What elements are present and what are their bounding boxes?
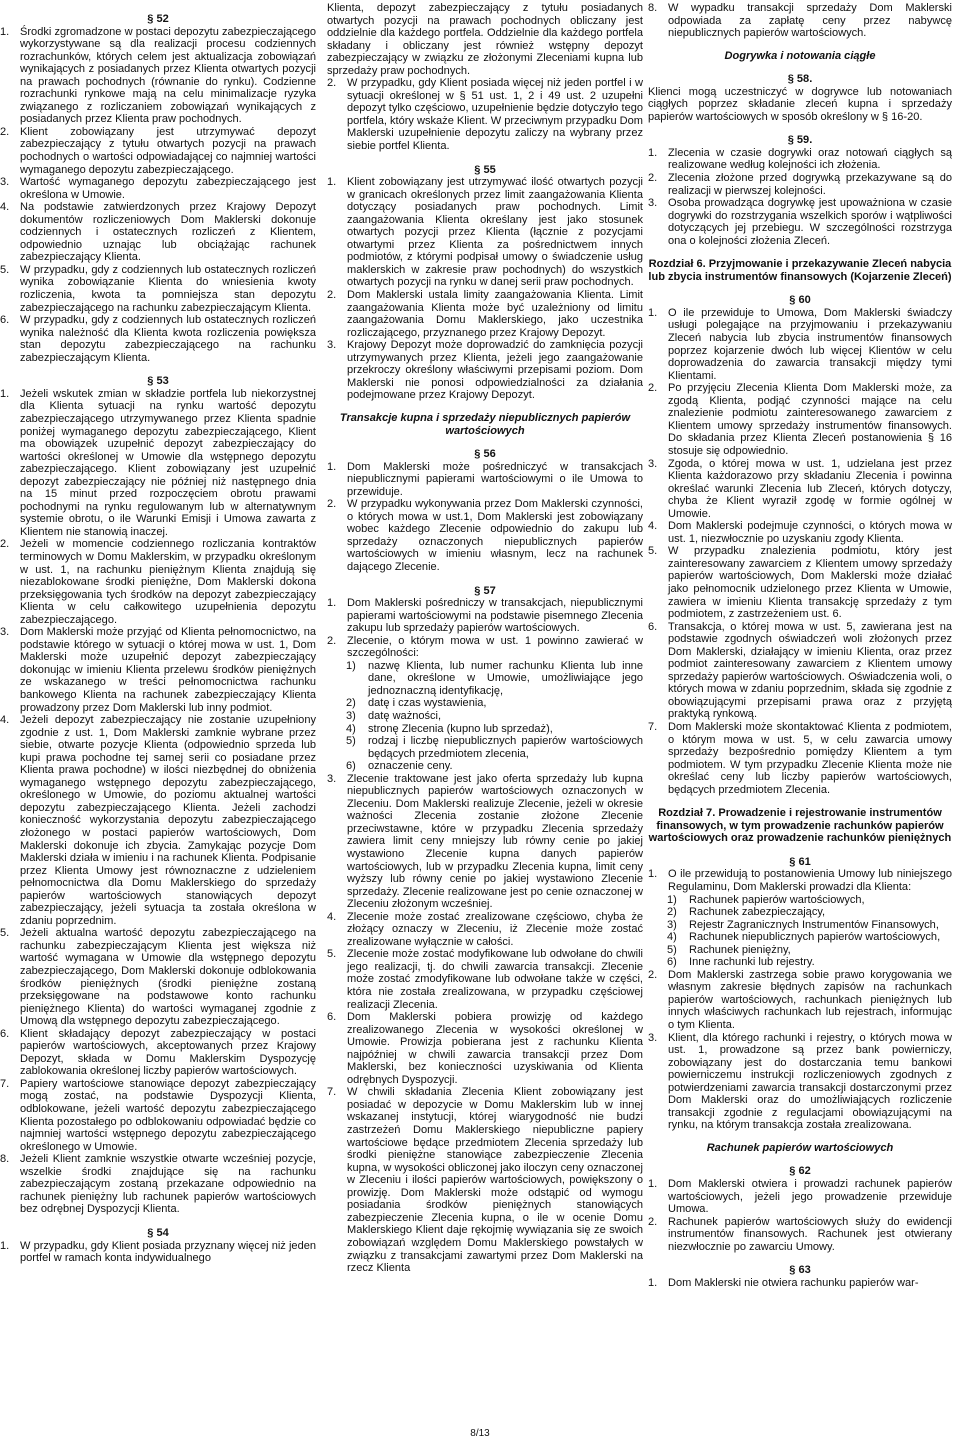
numbered-paragraph	[327, 1011, 643, 1086]
numbered-paragraph	[0, 176, 316, 201]
numbered-paragraph	[327, 176, 643, 289]
numbered-paragraph	[0, 538, 316, 626]
item-text: Jeżeli depozyt zabezpieczający nie zostanie uzupełniony zgodnie z ust. 1, Dom Maklerski zamknie wybrane przez siebie, otwarte pozycje Klienta (odpowiednio sprzeda lub kupi prawa pochodne tej samej serii co posiadane przez Klienta prawa pochodne) w ilości niezbędnej do obniżenia wymaganego wstępnego depozytu zabezpieczającego, określonego w Umowie, do poziomu aktualnej wartości depozytu zabezpieczającego Klienta. Jeżeli zachodzi konieczność wykorzystania depozytu zabezpieczającego złożonego w postaci papierów wartościowych, Dom Maklerski dokonuje ich zbycia. Zamykając pozycje Dom Maklerski działa w imieniu i na rachunek Klienta. Podpisanie przez Klienta Umowy jest równoznaczne z udzieleniem pełnomocnictwa dla Domu Maklerskiego do sprzedaży papierów wartościowych stanowiących depozyt zabezpieczający, jeżeli sytuacja ta została określona w zdaniu poprzednim.	[20, 714, 316, 927]
numbered-paragraph	[0, 126, 316, 176]
item-number: 3.	[648, 457, 658, 470]
item-text: Rachunek niepublicznych papierów wartościowych,	[689, 931, 941, 944]
chapter-heading: Rozdział 7. Prowadzenie i rejestrowanie instrumentów finansowych, w tym prowadzenie rachunków papierów wartościowych oraz prowadzenie rachunków pieniężnych	[648, 807, 952, 845]
numbered-paragraph	[0, 1028, 316, 1078]
item-text: oznaczenie ceny.	[368, 760, 453, 773]
item-number: 2.	[648, 1215, 658, 1228]
section-heading: § 57	[474, 584, 496, 597]
list-subitem	[648, 956, 952, 969]
item-number: 4)	[346, 722, 356, 735]
item-text: Rachunek zabezpieczający,	[689, 906, 826, 919]
item-text: Środki zgromadzone w postaci depozytu zabezpieczającego wykorzystywane są dla realizacji procesu codziennych rozrachunków, których celem jest aktualizacja zobowiązań wynikających z posiadanych przez Klienta otwartych pozycji na prawach pochodnych (równanie do rynku). Codzienne rozrachunki rynkowe mają na celu minimalizacje ryzyka związanego z rozliczaniem zobowiązań wynikających z posiadanych przez Klienta praw pochodnych.	[20, 25, 316, 126]
item-number: 2.	[648, 968, 658, 981]
section-heading: § 52	[147, 13, 169, 25]
numbered-paragraph	[648, 520, 952, 545]
numbered-paragraph	[0, 264, 316, 314]
item-text: Dom Maklerski może pośredniczyć w transakcjach niepublicznymi papierami wartościowymi o ile Umowa to przewiduje.	[347, 460, 643, 498]
item-text: Papiery wartościowe stanowiące depozyt zabezpieczający mogą zostać, na podstawie Dyspozycji Klienta, odblokowane, jeżeli wartość depozytu zabezpieczającego Klienta pozostałego po odblokowaniu odpowiadać będzie co najmniej wartości wstępnego depozytu zabezpieczającego określonego w Umowie.	[20, 1077, 316, 1153]
item-text: W przypadku znalezienia podmiotu, który jest zainteresowany zawarciem z Klientem umowy sprzedaży papierów wartościowych, Dom Maklerski może działać jako pełnomocnik udzielonego przez Klienta w Umowie, zawiera w imieniu Klienta transakcję sprzedaży z tym podmiotem, z zastrzeżeniem ust. 6.	[668, 545, 952, 621]
numbered-paragraph	[648, 1216, 952, 1254]
item-text: Dom Maklerski może skontaktować Klienta z podmiotem, o którym mowa w ust. 5, w celu zawarcia umowy sprzedaży bezpośrednio pomiędzy Klientem a tym podmiotem. W tym przypadku Zlecenie Klienta może nie określać ceny lub liczby papierów wartościowych, będących przedmiotem Zlecenia.	[668, 720, 952, 796]
numbered-paragraph	[0, 201, 316, 264]
item-text: Zlecenia złożone przed dogrywką przekazywane są do realizacji w pierwszej kolejności.	[668, 172, 952, 197]
item-number: 4.	[0, 714, 10, 727]
item-number: 3)	[346, 709, 356, 722]
numbered-paragraph	[327, 911, 643, 949]
numbered-paragraph	[327, 597, 643, 635]
column-middle	[327, 2, 643, 1407]
section-heading: § 55	[474, 163, 496, 176]
numbered-paragraph	[327, 1086, 643, 1274]
item-text: Dom Maklerski nie otwiera rachunku papierów war-	[668, 1276, 919, 1289]
item-number: 6.	[648, 620, 658, 633]
list-subitem	[648, 944, 952, 957]
numbered-paragraph	[648, 868, 952, 893]
item-text: Rachunek papierów wartościowych,	[689, 893, 865, 906]
item-text: Po przyjęciu Zlecenia Klienta Dom Maklerski może, za zgodą Klienta, podjąć czynności mające na celu znalezienie podmiotu zainteresowanego zawarciem z Klientem umowy sprzedaży instrumentów finansowych. Do składania przez Klienta Zleceń postanowienia § 16 stosuje się odpowiednio.	[668, 382, 952, 457]
item-text: Zlecenie, o którym mowa w ust. 1 powinno zawierać w szczególności:	[347, 634, 643, 660]
item-text: Klient zobowiązany jest utrzymywać ilość otwartych pozycji w granicach określonych przez limit zaangażowania Klienta dotyczący posiadanych praw pochodnych. Limit zaangażowania Klienta określany jest jako stosunek otwartych pozycji przez Klienta (łącznie z pozycjami otwartymi przez Klienta za pośrednictwem innych podmiotów, z którymi podpisał umowy o świadczenie usług maklerskich w zakresie praw pochodnych) do wszystkich otwartych pozycji na rynku w danej serii praw pochodnych.	[347, 176, 643, 289]
item-number: 5.	[648, 545, 658, 558]
item-number: 3.	[0, 176, 10, 189]
item-number: 2.	[327, 289, 337, 302]
item-number: 1.	[0, 1239, 10, 1252]
item-text: Rachunek pieniężny,	[689, 943, 791, 956]
item-text: W przypadku wykonywania przez Dom Maklerski czynności, o których mowa w ust.1, Dom Maklerski jest zobowiązany wobec każdego Zlecenie odpowiednio do zakupu lub sprzedaży oznaczonych niepublicznych papierów wartościowych w imieniu własnym, lecz na rachunek dającego Zlecenie.	[347, 498, 643, 573]
numbered-paragraph	[0, 714, 316, 927]
item-text: datę ważności,	[368, 709, 442, 722]
item-number: 6.	[0, 1027, 10, 1040]
item-number: 2.	[327, 77, 337, 90]
item-text: W chwili składania Zlecenia Klient zobowiązany jest posiadać w depozycie w Domu Maklerskim lub w innej wskazanej instytucji, której wiarygodność nie budzi zastrzeżeń Domu Maklerskiego niepubliczne papiery wartościowe będące przedmiotem Zlecenia sprzedaży lub środki pieniężne stanowiące zabezpieczenie Zlecenia kupna, w wysokości obliczonej jako iloczyn ceny oznaczonej w Zleceniu i ilości papierów wartościowych, powiększony o prowizję. Dom Maklerski może odstąpić od wymogu posiadania środków pieniężnych stanowiących zabezpieczenie Zlecenia kupna, o ile w ocenie Domu Maklerskiego Klient daje rękojmię wywiązania się ze swoich zobowiązań względem Domu Maklerskiego powstałych w związku z transakcjami zawartymi przez Dom Maklerski na rzecz Klienta	[347, 1086, 643, 1275]
item-number: 7.	[648, 720, 658, 733]
item-number: 2.	[648, 172, 658, 185]
column-left	[0, 2, 316, 1407]
item-text: W przypadku, gdy Klient posiada przyznany więcej niż jeden portfel w ramach konta indywidualnego	[20, 1239, 316, 1265]
item-text: Jeżeli w momencie codziennego rozliczania kontraktów terminowych w Domu Maklerskim, w przypadku określonym w ust. 1, na rachunku pieniężnym Klienta znajdują się niezablokowane środki pieniężne, Dom Maklerski dokona przeksięgowania tych środków na depozyt zabezpieczający Klienta w celu całkowitego uzupełnienia depozytu zabezpieczającego.	[20, 538, 316, 626]
numbered-paragraph	[0, 1153, 316, 1216]
item-text: Klient składający depozyt zabezpieczający w postaci papierów wartościowych, akceptowanych przez Krajowy Depozyt, składa w Domu Maklerskim Dyspozycję zablokowania określonej liczby papierów wartościowych.	[20, 1027, 316, 1078]
item-number: 2)	[346, 697, 356, 710]
item-number: 1)	[346, 659, 356, 672]
item-text: W wypadku transakcji sprzedaży Dom Maklerski odpowiada za zapłatę ceny przez nabywcę niepublicznych papierów wartościowych.	[668, 2, 952, 40]
item-number: 2.	[0, 125, 10, 138]
subsection-heading: Transakcje kupna i sprzedaży niepublicznych papierów wartościowych	[339, 411, 631, 437]
item-number: 1.	[327, 597, 337, 610]
item-text: W przypadku, gdy z codziennych lub ostatecznych rozliczeń wynika należność dla Klienta kwota rozliczenia powiększa stan depozytu zabezpieczającego na rachunku zabezpieczającym Klienta.	[20, 314, 316, 364]
item-number: 5.	[327, 948, 337, 961]
numbered-paragraph	[648, 172, 952, 197]
section-heading: § 59.	[787, 134, 813, 147]
section-heading: § 53	[147, 375, 169, 388]
item-text: Na podstawie zatwierdzonych przez Krajowy Depozyt dokumentów rozliczeniowych Dom Maklerski dokonuje codziennych i ostatecznych rozliczeń z Klientem, odpowiednio uznając lub obciążając rachunek zabezpieczający Klienta.	[20, 201, 316, 264]
item-text: Dom Maklerski podejmuje czynności, o których mowa w ust. 1, niezwłocznie po uzyskaniu zgody Klienta.	[668, 520, 952, 545]
paragraph: Klienci mogą uczestniczyć w dogrywce lub notowaniach ciągłych poprzez składanie zleceń kupna i sprzedaży papierów wartościowych w sposób określony w § 16-20.	[648, 85, 952, 123]
item-number: 1.	[648, 1276, 658, 1289]
item-text: Zlecenia w czasie dogrywki oraz notowań ciągłych są realizowane według kolejności ich złożenia.	[668, 146, 952, 172]
item-number: 6.	[0, 314, 10, 327]
numbered-paragraph	[0, 388, 316, 539]
item-number: 8.	[0, 1153, 10, 1166]
numbered-paragraph	[648, 721, 952, 796]
item-text: stronę Zlecenia (kupno lub sprzedaż),	[368, 722, 553, 735]
item-text: Dom Maklerski zastrzega sobie prawo korygowania we własnym zakresie błędnych zapisów na rachunkach papierów wartościowych, rachunkach pieniężnych lub innych właściwych rachunkach lub rejestrach, informując o tym Klienta.	[668, 968, 952, 1032]
item-number: 2.	[327, 634, 337, 647]
section-heading: § 54	[147, 1226, 169, 1239]
item-number: 4.	[648, 520, 658, 533]
item-text: datę i czas wystawienia,	[368, 697, 487, 710]
item-number: 7.	[0, 1077, 10, 1090]
item-number: 2.	[327, 498, 337, 511]
item-number: 1.	[327, 460, 337, 473]
item-text: Dom Maklerski pobiera prowizję od każdego zrealizowanego Zlecenia w wysokości określonej w Umowie. Prowizja pobierana jest z rachunku Klienta najpóźniej w chwili zawarcia transakcji przez Dom Maklerski, bez konieczności uzyskiwania od Klienta odrębnych Dyspozycji.	[347, 1011, 643, 1086]
item-number: 3.	[648, 1031, 658, 1044]
numbered-paragraph	[327, 461, 643, 499]
item-number: 3.	[0, 626, 10, 639]
item-text: rodzaj i liczbę niepublicznych papierów wartościowych będących przedmiotem zlecenia,	[368, 735, 643, 760]
item-number: 1.	[0, 387, 10, 400]
numbered-paragraph	[648, 545, 952, 620]
item-text: Jeżeli wskutek zmian w składzie portfela lub niekorzystnej dla Klienta sytuacji na rynku wartość depozytu zabezpieczającego utrzymywanego przez Klienta spadnie poniżej wymaganego depozytu zabezpieczającego, Klient ma obowiązek uzupełnić depozyt zabezpieczający do wartości określonej w Umowie dla wstępnego depozytu zabezpieczającego. Klient zobowiązany jest uzupełnić depozyt zabezpieczający nie później niż następnego dnia na 15 minut przed rozpoczęciem obrotu prawami pochodnymi na rynku regulowanym lub w alternatywnym systemie obrotu, o ile Warunki Emisji i Umowa zawarta z Klientem nie stanowią inaczej.	[20, 387, 316, 538]
numbered-paragraph	[327, 948, 643, 1011]
list-subitem	[327, 710, 643, 723]
numbered-paragraph	[0, 1240, 316, 1265]
item-text: Jeżeli aktualna wartość depozytu zabezpieczającego na rachunku zabezpieczającym Klienta jest większa niż wartość wymagana w Umowie dla wstępnego depozytu zabezpieczającego, Dom Maklerski dokonuje odblokowania środków pieniężnych (środki pieniężne zostaną przeksięgowane na podstawowe konto rachunku pieniężnego Klienta) do wartości wymaganej zgodnie z Umową dla wstępnego depozytu zabezpieczającego.	[20, 927, 316, 1028]
item-text: Zlecenie może zostać modyfikowane lub odwołane do chwili jego realizacji, tj. do chwili zawarcia transakcji. Zlecenie może zostać zmodyfikowane lub odwołane także w części, która nie została zrealizowana, w przypadku częściowej realizacji Zlecenia.	[347, 948, 643, 1011]
item-text: O ile przewidują to postanowienia Umowy lub niniejszego Regulaminu, Dom Maklerski prowadzi dla Klienta:	[668, 868, 952, 893]
numbered-paragraph	[327, 289, 643, 339]
numbered-paragraph	[648, 1032, 952, 1132]
list-subitem	[327, 735, 643, 760]
item-text: O ile przewiduje to Umowa, Dom Maklerski świadczy usługi polegające na przyjmowaniu i przekazywaniu Zleceń nabycia lub zbycia instrumentów finansowych poprzez kojarzenie dwóch lub więcej Klientów w celu doprowadzenia do zawarcia transakcji między tymi Klientami.	[668, 306, 952, 382]
item-text: Transakcja, o której mowa w ust. 5, zawierana jest na podstawie zgodnych oświadczeń woli złożonych przez Dom Maklerski, działający w imieniu Klienta, oraz przez podmiot zainteresowany zawarciem z Klientem umowy sprzedaży papierów wartościowych. Oświadczenia woli, o których mowa w zdaniu poprzednim, składa się zgodnie z obowiązującymi przepisami prawa oraz z przyjętą praktyką rynkową.	[668, 620, 952, 721]
item-number: 2.	[648, 382, 658, 395]
section-heading: § 63	[789, 1264, 811, 1277]
item-number: 2)	[667, 906, 677, 919]
item-text: Rejestr Zagranicznych Instrumentów Finansowych,	[689, 918, 939, 931]
item-text: Zgoda, o której mowa w ust. 1, udzielana jest przez Klienta każdorazowo przy składaniu Zlecenia i powinna określać warunki Zlecenia lub Zleceń, których dotyczy, chyba że Klient wyraził zgodę w formie ogólnej w Umowie.	[668, 457, 952, 520]
numbered-paragraph	[648, 382, 952, 457]
subsection-heading: Dogrywka i notowania ciągłe	[724, 49, 876, 62]
list-subitem	[648, 919, 952, 932]
item-text: Dom Maklerski może przyjąć od Klienta pełnomocnictwo, na podstawie którego w sytuacji o której mowa w ust. 1, Dom Maklerski może uzupełnić depozyt zabezpieczający dokonując w imieniu Klienta przelewu środków pieniężnych ze wskazanego w treści pełnomocnictwa rachunku bankowego Klienta na rachunek zabezpieczający Klienta prowadzony przez Dom Maklerski lub inny podmiot.	[20, 626, 316, 714]
item-number: 5)	[667, 943, 677, 956]
item-text: Zlecenie może zostać zrealizowane częściowo, chyba że złożący oznaczy w Zleceniu, iż Zlecenie może zostać zrealizowane wyłącznie w całości.	[347, 910, 643, 948]
item-text: Dom Maklerski pośredniczy w transakcjach, niepublicznymi papierami wartościowymi na podstawie pisemnego Zlecenia zakupu lub sprzedaży papierów wartościowych.	[347, 597, 643, 635]
numbered-paragraph	[648, 147, 952, 172]
list-subitem	[327, 660, 643, 698]
item-number: 6)	[346, 760, 356, 773]
list-subitem	[327, 697, 643, 710]
numbered-paragraph	[0, 626, 316, 714]
numbered-paragraph	[0, 26, 316, 126]
list-subitem	[327, 760, 643, 773]
numbered-paragraph	[648, 307, 952, 382]
numbered-paragraph	[648, 621, 952, 721]
numbered-paragraph	[648, 1178, 952, 1216]
section-heading: § 61	[789, 855, 811, 868]
item-number: 1)	[667, 893, 677, 906]
item-text: Zlecenie traktowane jest jako oferta sprzedaży lub kupna niepublicznych papierów wartościowych oznaczonych w Zleceniu. Dom Maklerski realizuje Zlecenie, jeżeli w okresie ważności Zlecenia zostanie złożone Zlecenie przeciwstawne, które w przypadku Zlecenia sprzedaży zawiera limit ceny mniejszy lub równy cenie po jakiej wystawiono Zlecenie kupna danych papierów wartościowych, lub w przypadku Zlecenia kupna, limit ceny wyższy lub równy cenie po jakiej wystawiono Zlecenie sprzedaży. Zlecenie realizowane jest po cenie oznaczonej w Zleceniu złożonym wcześniej.	[347, 772, 643, 911]
item-number: 1.	[648, 1178, 658, 1191]
paragraph: Klienta, depozyt zabezpieczający z tytułu posiadanych otwartych pozycji na prawach pochodnych obliczany jest oddzielnie dla każdego portfela. Oddzielnie dla każdego portfela składany i obliczany jest również wstępny depozyt zabezpieczający w związku ze złożonymi Zleceniami kupna lub sprzedaży praw pochodnych.	[327, 2, 643, 77]
list-subitem	[648, 931, 952, 944]
item-text: Dom Maklerski ustala limity zaangażowania Klienta. Limit zaangażowania Klienta może być uzależniony od limitu zaangażowania Domu Maklerskiego, jako uczestnika rozliczającego, przyznanego przez Krajowy Depozyt.	[347, 289, 643, 339]
item-number: 6)	[667, 956, 677, 969]
numbered-paragraph	[327, 773, 643, 911]
numbered-paragraph	[0, 1078, 316, 1153]
item-text: Klient, dla którego rachunki i rejestry, o których mowa w ust. 1, prowadzone są przez bank powierniczy, zobowiązany jest do dostarczania temu bankowi powierniczemu instrukcji rozliczeniowych zgodnych z potwierdzeniami zawarcia transakcji dostarczonymi przez Dom Maklerski oraz do umożliwiających rozliczenie transakcji zgodnie z regulacjami obowiązującymi na rynku, na którym transakcja została zrealizowana.	[668, 1031, 952, 1132]
item-number: 7.	[327, 1086, 337, 1099]
item-text: Rachunek papierów wartościowych służy do ewidencji instrumentów finansowych. Rachunek jest otwierany niezwłocznie po zawarciu Umowy.	[668, 1215, 952, 1253]
item-number: 8.	[648, 2, 658, 14]
item-number: 3)	[667, 918, 677, 931]
numbered-paragraph	[327, 77, 643, 152]
numbered-paragraph	[648, 2, 952, 40]
item-number: 5)	[346, 735, 356, 748]
numbered-paragraph	[648, 969, 952, 1032]
item-number: 1.	[648, 306, 658, 319]
item-text: Wartość wymaganego depozytu zabezpieczającego jest określona w Umowie.	[20, 176, 316, 201]
item-text: W przypadku, gdy z codziennych lub ostatecznych rozliczeń wynika zobowiązanie Klienta do wniesienia kwoty rozliczenia, kwota ta pomniejsza stan depozytu zabezpieczającego na rachunku zabezpieczającym Klienta.	[20, 263, 316, 314]
item-text: W przypadku, gdy Klient posiada więcej niż jeden portfel i w sytuacji określonej w § 51 ust. 1, 2 i 49 ust. 2 uzupełni depozyt tylko częściowo, uzupełnienie będzie dotyczyło tego portfela, który wskaże Klient. W przeciwnym przypadku Dom Maklerski uzupełnienie depozytu zaliczy na wybrany przez siebie portfel Klienta.	[347, 77, 643, 153]
section-heading: § 58.	[787, 73, 813, 86]
item-number: 5.	[0, 263, 10, 276]
item-number: 4.	[0, 201, 10, 214]
numbered-paragraph	[0, 927, 316, 1027]
numbered-paragraph	[327, 498, 643, 573]
item-text: Inne rachunki lub rejestry.	[689, 956, 815, 969]
section-heading: § 62	[789, 1165, 811, 1178]
numbered-paragraph	[648, 458, 952, 521]
page-number: 8/13	[470, 1428, 490, 1439]
column-right	[648, 2, 952, 1407]
item-number: 4)	[667, 931, 677, 944]
item-text: Osoba prowadząca dogrywkę jest upoważniona w czasie dogrywki do rozstrzygania wszelkich sporów i wątpliwości dotyczących jej przebiegu. W szczególności rozstrzyga ona o kolejności złożenia Zleceń.	[668, 197, 952, 247]
subsection-heading: Rachunek papierów wartościowych	[706, 1141, 894, 1154]
item-number: 1.	[648, 146, 658, 159]
item-number: 4.	[327, 910, 337, 923]
item-number: 1.	[0, 25, 10, 38]
item-number: 1.	[648, 868, 658, 881]
item-number: 3.	[327, 339, 337, 352]
list-subitem	[327, 723, 643, 736]
numbered-paragraph	[327, 635, 643, 660]
list-subitem	[648, 894, 952, 907]
item-number: 5.	[0, 927, 10, 940]
numbered-paragraph	[648, 197, 952, 247]
item-number: 3.	[648, 197, 658, 210]
item-text: Jeżeli Klient zamknie wszystkie otwarte wcześniej pozycje, wszelkie środki znajdujące się na rachunku zabezpieczającym zostaną przekazane odpowiednio na rachunek pieniężny lub rachunek papierów wartościowych bez odrębnej Dyspozycji Klienta.	[20, 1153, 316, 1216]
chapter-heading: Rozdział 6. Przyjmowanie i przekazywanie Zleceń nabycia lub zbycia instrumentów finansowych (Kojarzenie Zleceń)	[648, 258, 952, 283]
item-text: Klient zobowiązany jest utrzymywać depozyt zabezpieczający z tytułu otwartych pozycji na prawach pochodnych o wartości odpowiadającej co najmniej wartości wymaganego depozytu zabezpieczającego.	[20, 125, 316, 176]
item-number: 1.	[327, 176, 337, 189]
item-text: nazwę Klienta, lub numer rachunku Klienta lub inne dane, określone w Umowie, umożliwiające jego jednoznaczną identyfikację,	[368, 659, 643, 697]
numbered-paragraph	[0, 314, 316, 364]
numbered-paragraph	[648, 1277, 952, 1290]
list-subitem	[648, 906, 952, 919]
item-number: 6.	[327, 1011, 337, 1024]
item-text: Krajowy Depozyt może doprowadzić do zamknięcia pozycji utrzymywanych przez Klienta, jeżeli jego zaangażowanie przekroczy określony właściwymi przepisami poziom. Dom Maklerski nie ponosi odpowiedzialności za działania podejmowane przez Krajowy Depozyt.	[347, 339, 643, 402]
item-text: Dom Maklerski otwiera i prowadzi rachunek papierów wartościowych, jeżeli jego prowadzenie przewiduje Umowa.	[668, 1178, 952, 1216]
numbered-paragraph	[327, 339, 643, 402]
item-number: 3.	[327, 772, 337, 785]
section-heading: § 56	[474, 448, 496, 461]
section-heading: § 60	[789, 294, 811, 307]
item-number: 2.	[0, 538, 10, 551]
